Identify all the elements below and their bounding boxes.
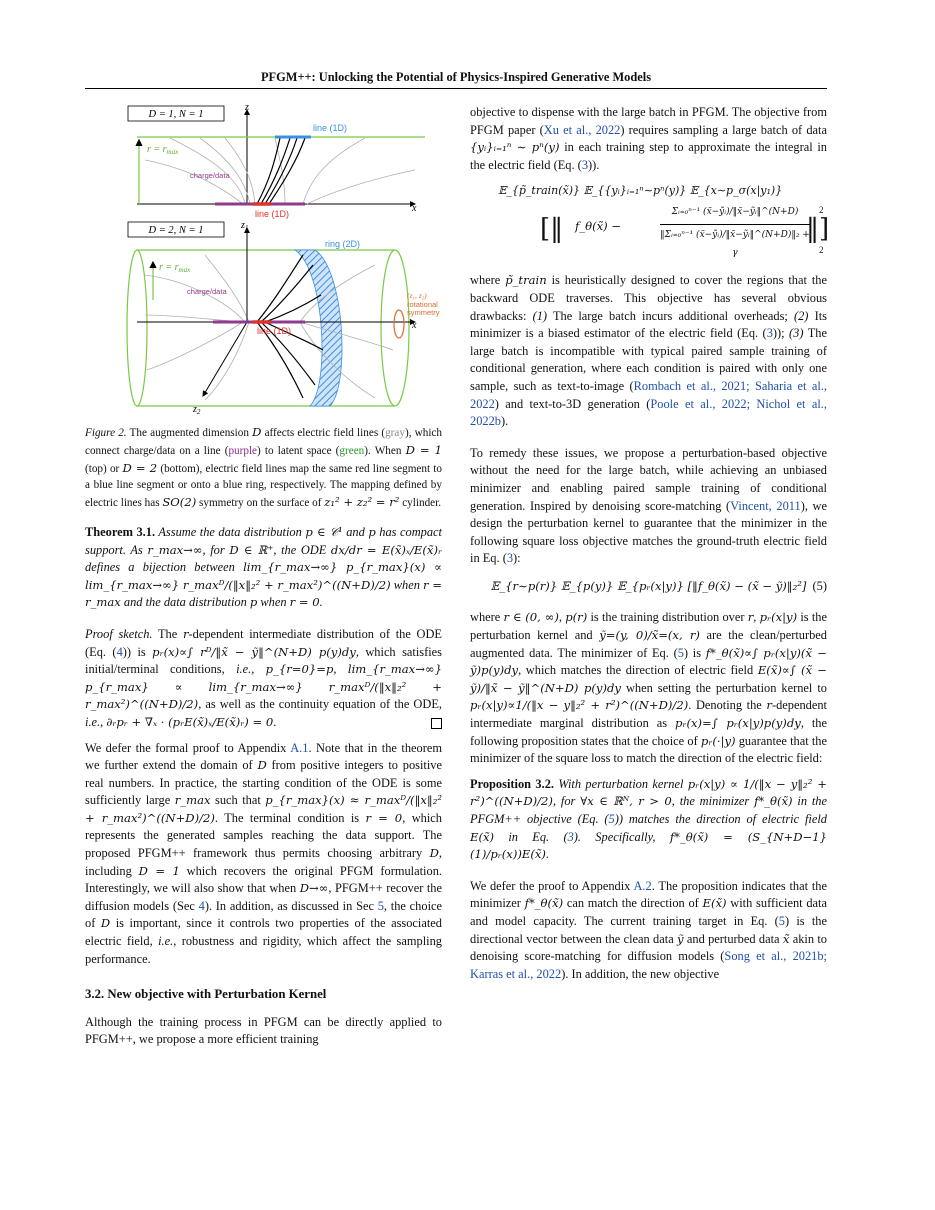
blue-ring: [295, 250, 342, 406]
old-objective-expectations: 𝔼_{p̃_train(x̃)} 𝔼_{{yᵢ}ᵢ₌₁ⁿ∼pⁿ(y)} 𝔼_{x∼p_σ(x|y₁)}: [498, 184, 783, 198]
rotation-indicator: [394, 310, 404, 338]
top-charge-label: charge/data: [190, 171, 230, 180]
z1-label: $z_1$: [241, 220, 249, 232]
header-rule: [85, 88, 827, 89]
training-paragraph-left: Although the training process in PFGM can be directly applied to PFGM++, we propose a more efficient training: [85, 1014, 442, 1047]
old-objective-numerator: Σᵢ₌₀ⁿ⁻¹ (x̃−ỹᵢ)/‖x̃−ỹᵢ‖^(N+D): [660, 204, 810, 225]
old-objective-bracket: [‖: [540, 214, 564, 245]
qed-box: [431, 718, 442, 729]
old-objective-equation: [470, 182, 830, 262]
proof-sketch: Proof sketch. The r-dependent intermediate distribution of the ODE (Eq. (4)) is pᵣ(x)∝∫ rᴰ/‖x̃ − ỹ‖^(N+D) p(y)dy, which satisfies initial/terminal conditions, i.e., p_{r=0}=p, lim_{r_max→∞} p_{r_max} ∝ lim_{r_max→∞} r_maxᴰ/(‖x‖₂² + r_max²)^((N+D)/2), as well as the continuity equation of the ODE, i.e., ∂ᵣpᵣ + ∇ₓ · (pᵣE(x̃)ₓ/E(x̃)ᵣ) = 0.: [85, 626, 442, 729]
sym-line2: symmetry: [407, 308, 440, 317]
rombach-saharia-ref[interactable]: Rombach et al., 2021; Saharia et al., 2022: [470, 378, 827, 411]
poole-nichol-ref[interactable]: Poole et al., 2022; Nichol et al., 2022b: [470, 396, 827, 429]
eq-ref-4[interactable]: 4: [116, 644, 123, 659]
eq-ref-5c[interactable]: 5: [778, 913, 785, 928]
top-panel: [128, 102, 425, 219]
bottom-charge-label: charge/data: [187, 287, 227, 296]
appendix-ref-a1[interactable]: A.1: [290, 740, 309, 755]
proposition-3-2: Proposition 3.2. With perturbation kernel pᵣ(x|y) ∝ 1/(‖x − y‖₂² + r²)^((N+D)/2), for ∀x ∈ ℝᴺ, r > 0, the minimizer f*_θ(x̃) in the PFGM++ objective (Eq. (5)) matches the direction of electric field E(x̃) in Eq. (3). Specifically, f*_θ(x̃) = (S_{N+D−1}(1)/pᵣ(x))E(x̃).: [470, 776, 828, 862]
top-line-label-red: line (1D): [255, 209, 290, 219]
eq-ref-3b[interactable]: 3: [766, 326, 773, 341]
top-mapped-lines: [257, 138, 305, 204]
top-line-label-blue: line (1D): [313, 123, 348, 133]
song-karras-ref[interactable]: Song et al., 2021b; Karras et al., 2022: [470, 949, 827, 981]
old-objective-square: 2: [819, 205, 824, 216]
eq-ref-3d[interactable]: 3: [567, 829, 574, 844]
right-column: [470, 104, 830, 983]
top-rmax-label: $r = r_{max}$: [147, 144, 179, 156]
cylinder-left-cap: [127, 250, 147, 406]
xu-2022-ref[interactable]: Xu et al., 2022: [543, 122, 621, 137]
cylinder-right-cap: [381, 250, 409, 406]
old-objective-denominator: ‖Σᵢ₌₀ⁿ⁻¹ (x̃−ỹᵢ)/‖x̃−ỹᵢ‖^(N+D)‖₂ + γ: [660, 229, 810, 258]
eq-ref-5b[interactable]: 5: [608, 812, 615, 826]
figure-2: [125, 100, 445, 418]
bottom-panel: [127, 220, 440, 416]
figure-caption: Figure 2. The augmented dimension D affects electric field lines (gray), which connect charge/data on a line (purple) to latent space (green). When D = 1 (top) or D = 2 (bottom), electric field lines map the same red line segment to a blue line segment or onto a blue ring, respectively. The mapping defined by electric lines has SO(2) symmetry on the surface of z₁² + z₂² = r² cylinder.: [85, 425, 442, 510]
top-dims-label: D = 1, N = 1: [148, 109, 204, 120]
final-paragraph: We defer the proof to Appendix A.2. The proposition indicates that the minimizer f*_θ(x̃) can match the direction of E(x̃) with sufficient data and model capacity. The current training target in Eq. (5) is the directional vector between the clean data ỹ and perturbed data x̃ akin to denoising score-matching for diffusion models (Song et al., 2021b; Karras et al., 2022). In addition, the new objective: [470, 878, 827, 981]
sec-ref-4[interactable]: 4: [198, 898, 205, 913]
vincent-ref[interactable]: Vincent, 2011: [730, 498, 801, 513]
running-header: PFGM++: Unlocking the Potential of Physics-Inspired Generative Models: [260, 70, 652, 84]
left-column: [85, 100, 442, 1049]
sym-line1: rotational: [407, 300, 438, 309]
equation-5-number: (5): [812, 578, 827, 593]
defer-paragraph: We defer the formal proof to Appendix A.1. Note that in the theorem we further extend the domain of D from positive integers to positive real numbers. In practice, the starting condition of the ODE is some sufficiently large r_max such that p_{r_max}(x) ≈ r_maxᴰ/(‖x‖₂² + r_max²)^((N+D)/2). The terminal condition is r = 0, which represents the generated samples reaching the data support. The proposed PFGM++ framework thus permits choosing arbitrary D, including D = 1 which recovers the original PFGM formulation. Interestingly, we will also show that when D→∞, PFGM++ recover the diffusion models (Sec 4). In addition, as discussed in Sec 5, the choice of D is important, since it controls two properties of the associated electric field, i.e., robustness and rigidity, which affect the sampling performance.: [85, 740, 443, 966]
top-x-label: x: [412, 203, 417, 214]
top-field-lines: [145, 138, 415, 204]
eq-ref-5a[interactable]: 5: [677, 645, 684, 660]
top-z-label: z: [245, 102, 249, 113]
training-paragraph-right: objective to dispense with the large batch in PFGM. The objective from PFGM paper (Xu et al., 2022) requires sampling a large batch of data {yᵢ}ᵢ₌₁ⁿ ∼ pⁿ(y) in each training step to approximate the integral in the electric field (Eq. (3)).: [470, 105, 827, 172]
remedy-paragraph: To remedy these issues, we propose a perturbation-based objective without the need for the large batch, while achieving an unbiased minimizer and enabling paired sample training of conditional generation. Inspired by denoising score-matching (Vincent, 2011), we design the perturbation kernel to guarantee that the minimizer in the following square loss objective matches the ground-truth electric field in Eq. (3):: [470, 445, 827, 566]
bottom-rmax-label: $r = r_{max}$: [159, 262, 191, 274]
bottom-x-label: x: [412, 320, 417, 331]
sec-ref-5[interactable]: 5: [377, 898, 384, 913]
z2-label: $z_2$: [193, 404, 201, 416]
ring-label: ring (2D): [325, 239, 361, 249]
bottom-dims-label: D = 2, N = 1: [148, 225, 204, 236]
old-objective-bracket-close: ‖]: [806, 214, 830, 245]
old-objective-sub: 2: [819, 245, 824, 256]
appendix-ref-a2[interactable]: A.2: [633, 878, 652, 893]
drawbacks-paragraph: where p̃_train is heuristically designed to cover the regions that the backward ODE traverses. This objective has several obvious drawbacks: (1) The large batch incurs additional overheads; (2) Its minimizer is a biased estimator of the electric field (Eq. (3)); (3) The large batch is incompatible with typical paired sample training of conditional generation, where each condition is paired with only one sample, such as text-to-image (Rombach et al., 2021; Saharia et al., 2022) and text-to-3D generation (Poole et al., 2022; Nichol et al., 2022b).: [470, 273, 827, 429]
eq-ref-3a[interactable]: 3: [581, 157, 589, 172]
figure-2-graphic: [125, 100, 445, 418]
old-objective-fraction: [660, 204, 810, 262]
section-title: 3.2. New objective with Perturbation Kernel: [85, 987, 327, 1002]
bottom-line-label-red: line (1D): [257, 326, 292, 336]
minimizer-paragraph: where r ∈ (0, ∞), p(r) is the training distribution over r, pᵣ(x|y) is the perturbation kernel and ỹ=(y, 0)/x̃=(x, r) are the clean/perturbed augmented data. The minimizer of Eq. (5) is f*_θ(x̃)∝∫ pᵣ(x|y)(x̃ − ỹ)p(y)dy, which matches the direction of electric field E(x̃)∝∫ (x̃ − ỹ)/‖x̃ − ỹ‖^(N+D) p(y)dy when setting the perturbation kernel to pᵣ(x|y)∝1/(‖x − y‖₂² + r²)^((N+D)/2). Denoting the r-dependent intermediate marginal distribution as pᵣ(x)=∫ pᵣ(x|y)p(y)dy, the following proposition states that the choice of pᵣ(·|y) guarantee that the minimizer of the square loss to match the direction of the electric field:: [470, 610, 828, 766]
eq-ref-3c[interactable]: 3: [506, 551, 514, 566]
equation-5: 𝔼_{r∼p(r)} 𝔼_{p(y)} 𝔼_{pᵣ(x|y)} [‖f_θ(x̃) − (x̃ − ỹ)‖₂²] (5): [470, 578, 827, 596]
old-objective-f: f_θ(x̃) −: [575, 219, 622, 234]
theorem-3-1: Theorem 3.1. Assume the data distribution p ∈ 𝒞¹ and p has compact support. As r_max→∞, for D ∈ ℝ⁺, the ODE dx/dr = E(x̃)ₓ/E(x̃)ᵣ defines a bijection between lim_{r_max→∞} p_{r_max}(x) ∝ lim_{r_max→∞} r_maxᴰ/(‖x‖₂² + r_max²)^((N+D)/2) when r = r_max and the data distribution p when r = 0.: [85, 524, 442, 610]
sym-coord-label: (z₁, z₂): [407, 291, 427, 300]
